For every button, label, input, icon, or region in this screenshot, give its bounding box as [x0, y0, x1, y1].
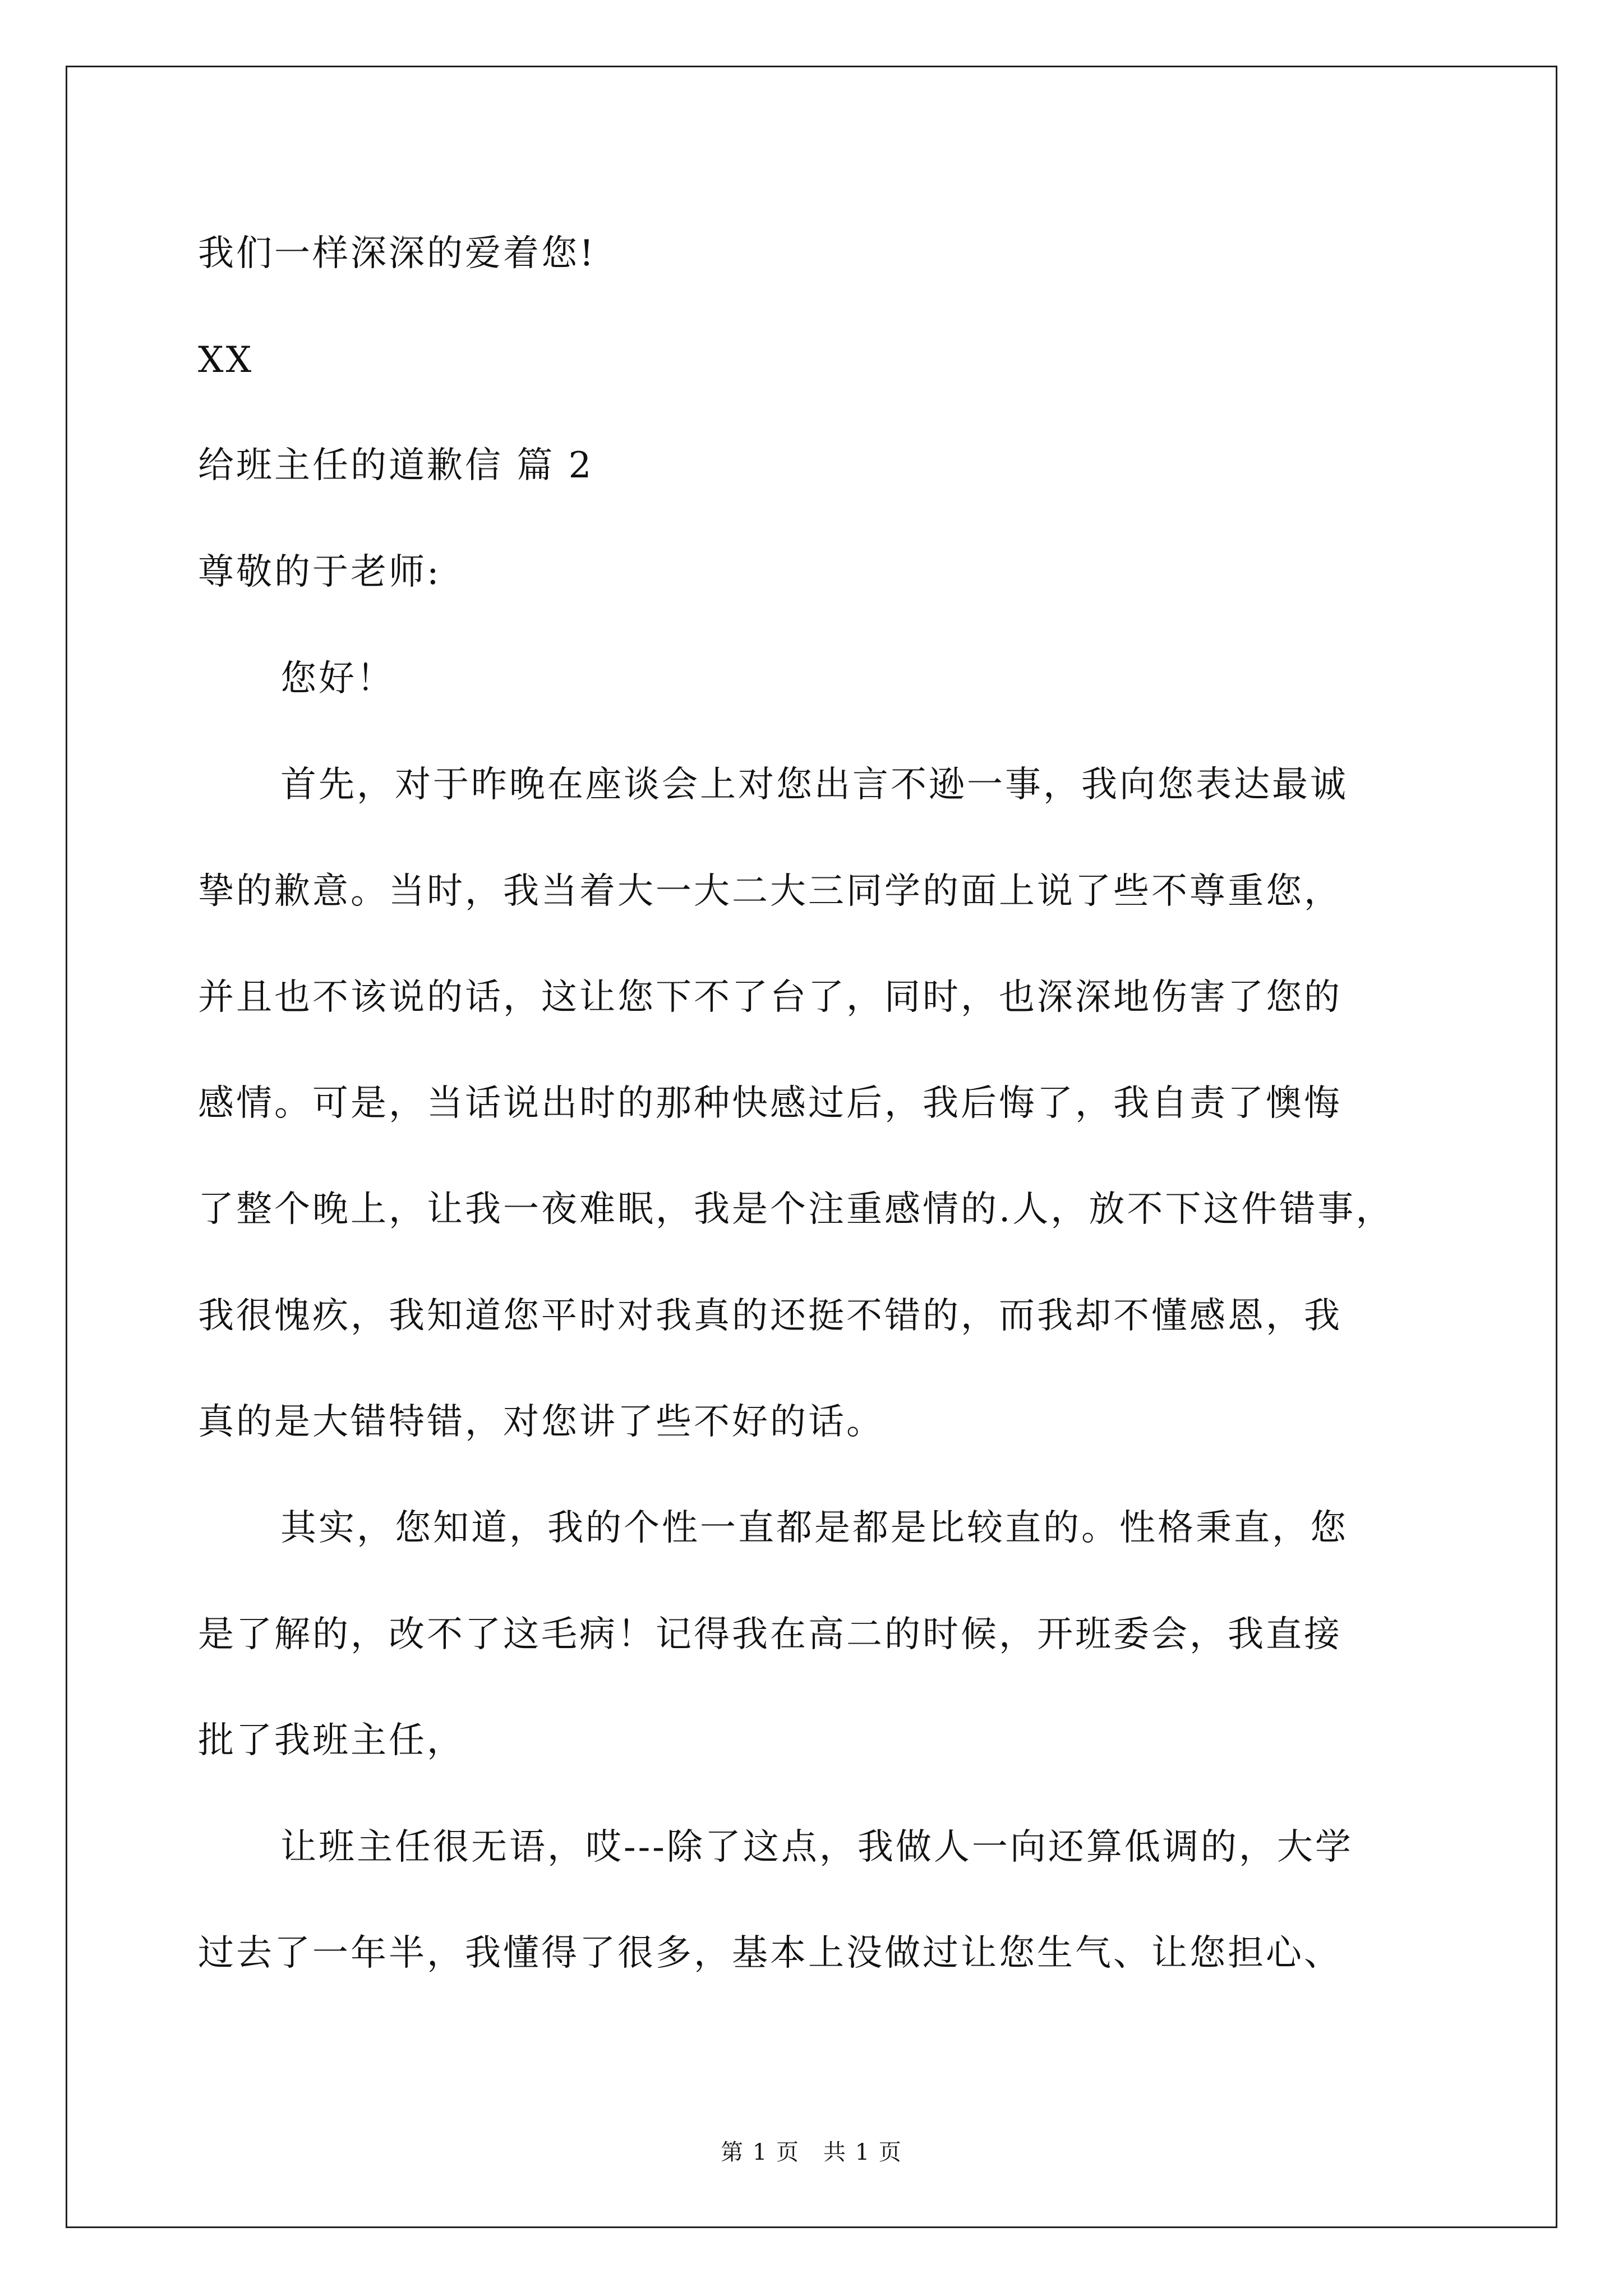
section-heading: 给班主任的道歉信 篇 2 [198, 445, 594, 486]
page-frame [66, 66, 1557, 2228]
paragraph-line: 了整个晚上，让我一夜难眠，我是个注重感情的.人，放不下这件错事， [198, 1189, 1394, 1230]
paragraph-line: 首先，对于昨晚在座谈会上对您出言不逊一事，我向您表达最诚 [280, 764, 1348, 806]
paragraph-line: 我很愧疚，我知道您平时对我真的还挺不错的，而我却不懂感恩，我 [198, 1295, 1342, 1337]
page-footer: 第 1 页 共 1 页 [721, 2139, 902, 2165]
paragraph-line: 过去了一年半，我懂得了很多，基本上没做过让您生气、让您担心、 [198, 1932, 1342, 1974]
paragraph-line: 让班主任很无语，哎---除了这点，我做人一向还算低调的，大学 [280, 1826, 1353, 1868]
paragraph-line: 批了我班主任， [198, 1720, 465, 1761]
salutation: 尊敬的于老师: [198, 551, 441, 593]
paragraph-line: 其实，您知道，我的个性一直都是都是比较直的。性格秉直，您 [280, 1507, 1348, 1549]
paragraph-line: 并且也不该说的话，这让您下不了台了，同时，也深深地伤害了您的 [198, 977, 1342, 1018]
paragraph-line: 挚的歉意。当时，我当着大一大二大三同学的面上说了些不尊重您， [198, 871, 1342, 912]
paragraph-line: 是了解的，改不了这毛病！记得我在高二的时候，开班委会，我直接 [198, 1614, 1342, 1655]
greeting: 您好！ [280, 658, 395, 700]
closing-line: 我们一样深深的爱着您! [198, 233, 596, 274]
paragraph-line: 感情。可是，当话说出时的那种快感过后，我后悔了，我自责了懊悔 [198, 1083, 1342, 1124]
signature-line: XX [198, 339, 254, 381]
paragraph-line: 真的是大错特错，对您讲了些不好的话。 [198, 1401, 884, 1443]
